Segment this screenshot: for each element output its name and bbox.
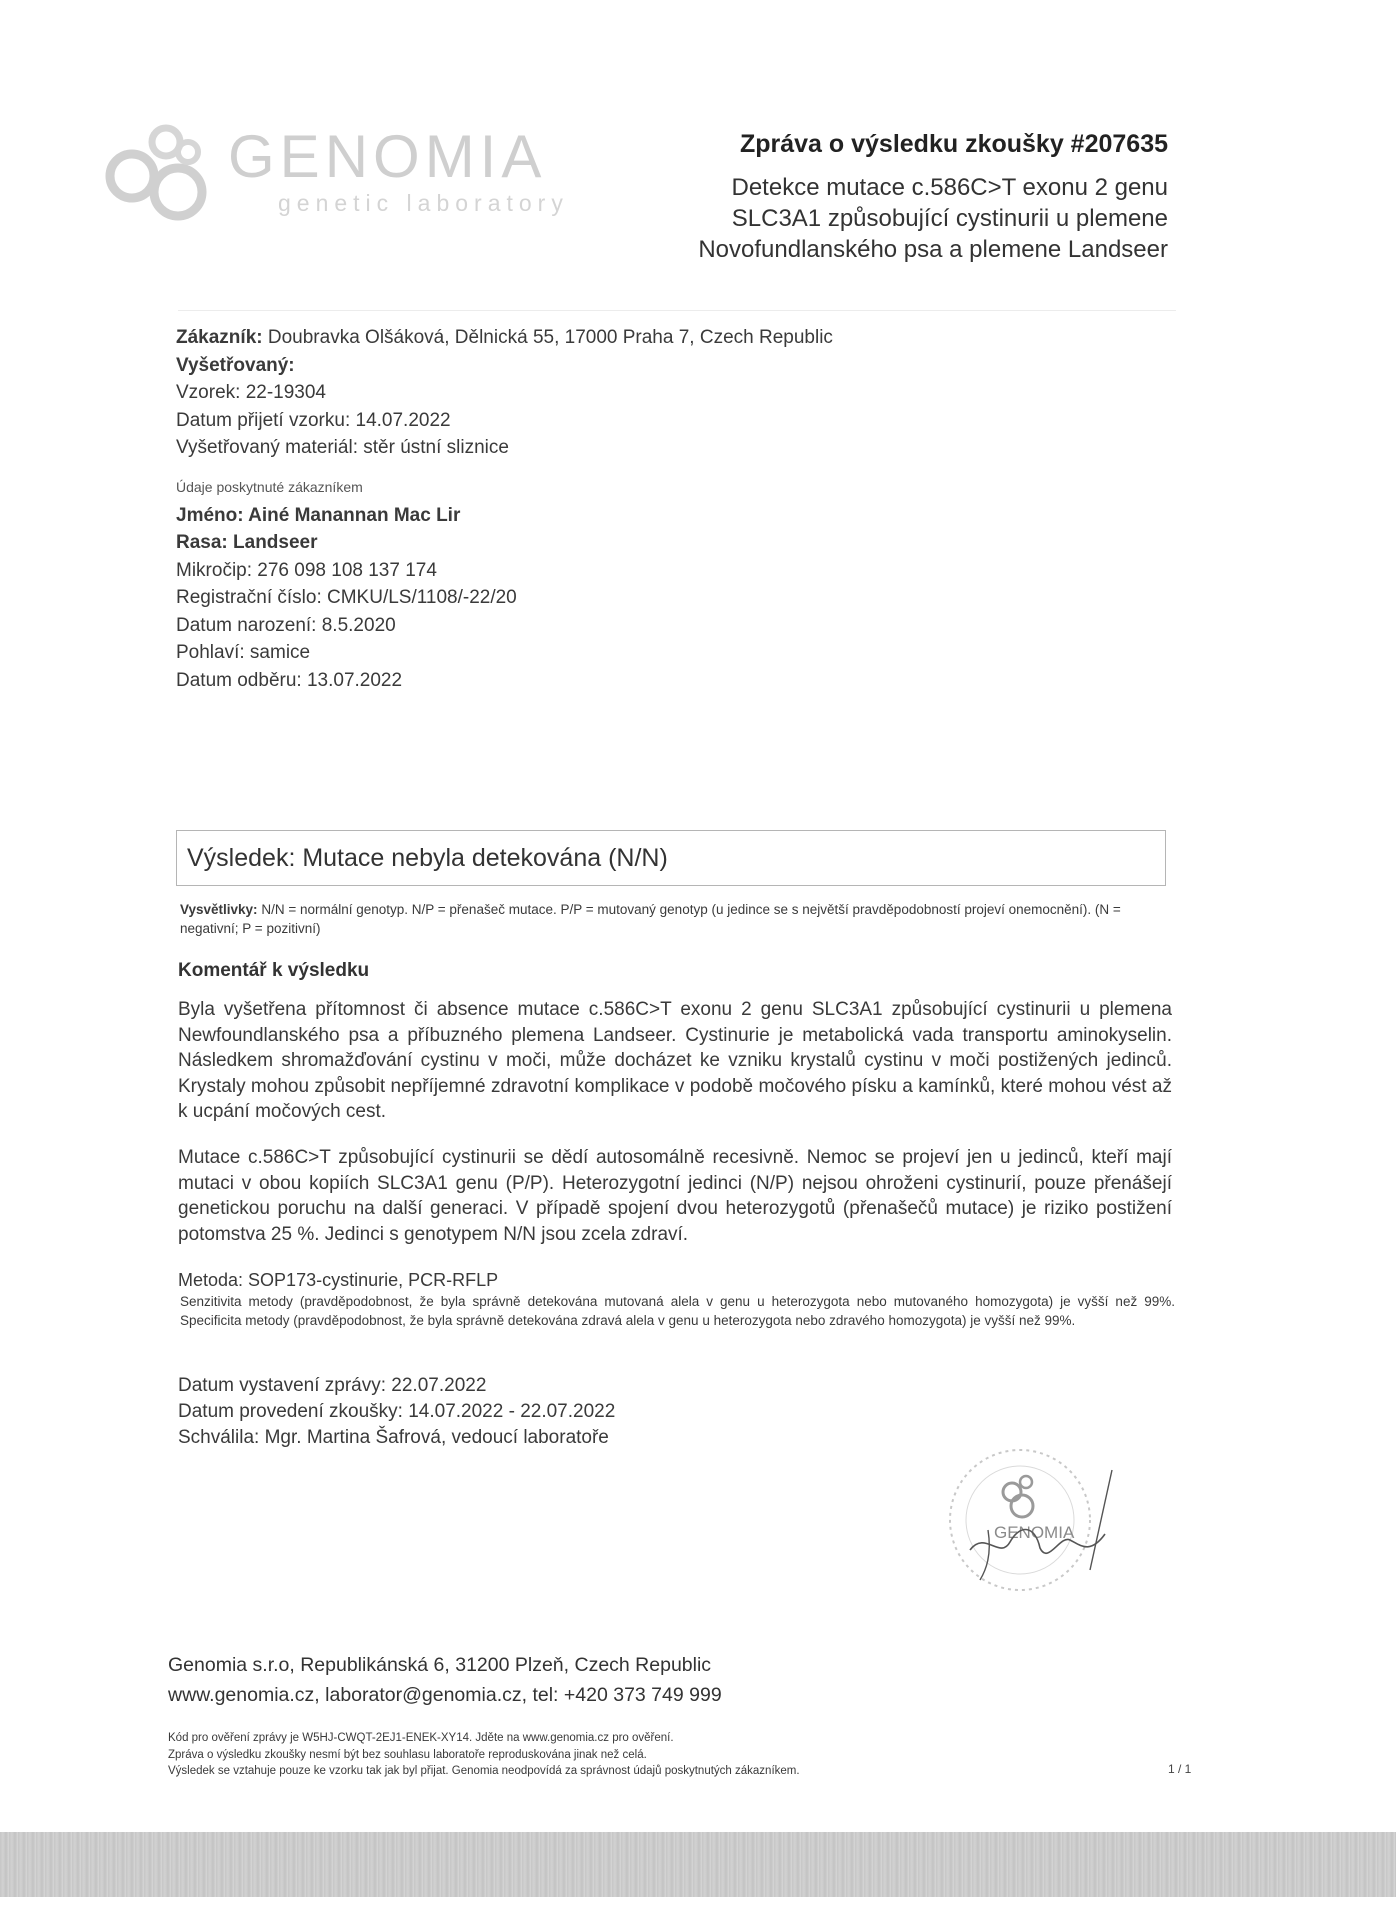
subtitle-line: Detekce mutace c.586C>T exonu 2 genu [731,174,1168,201]
sample-material: Vyšetřovaný materiál: stěr ústní sliznice [176,437,509,458]
test-dates: Datum provedení zkoušky: 14.07.2022 - 22.07.2022 [178,1401,616,1422]
customer-label: Zákazník: [176,327,263,348]
subtitle-line: Novofundlanského psa a plemene Landseer [698,236,1168,263]
genomia-logo-icon [100,118,225,228]
sex: Pohlaví: samice [176,642,311,663]
scan-artifact-band [0,1832,1396,1897]
issue-date: Datum vystavení zprávy: 22.07.2022 [178,1375,487,1396]
examined-label: Vyšetřovaný: [176,354,295,376]
company-address: Genomia s.r.o, Republikánská 6, 31200 Plzeň, Czech Republic [168,1654,712,1676]
customer-section [176,324,833,462]
birth-date: Datum narození: 8.5.2020 [176,614,396,636]
verification-code: Kód pro ověření zprávy je W5HJ-CWQT-2EJ1-ENEK-XY14. Jděte na www.genomia.cz pro ověření. [168,1732,674,1744]
genomia-logo [100,118,570,228]
report-title: Zpráva o výsledku zkoušky #207635 [739,130,1168,158]
logo-brand: GENOMIA [228,123,547,190]
comment-heading: Komentář k výsledku [178,960,370,981]
page-number: 1 / 1 [1168,1762,1192,1776]
comment-paragraph-1: Byla vyšetřena přítomnost či absence mutace c.586C>T exonu 2 genu SLC3A1 způsobující cystinurii u plemena Newfoundlanského psa a příbuzného plemena Landseer. Cystinurie je metabolická vada transportu aminokyselin. Následkem shromažďování cystinu v moči, může docházet ke vzniku krystalů cystinu v moči postižených jedinců. Krystaly mohou způsobit nepříjemné zdravotní komplikace v podobě močového písku a kamínků, které mohou vést až k ucpání močových cest. [178,999,1172,1122]
result-box [176,830,1166,886]
method-description: Senzitivita metody (pravděpodobnost, že byla správně detekována mutovaná alela v genu u heterozygota nebo mutovaného homozygota) je vyšší než 99%. Specificita metody (pravděpodobnost, že byla správně detekována zdravá alela v genu u heterozygota nebo zdravého homozygota) je vyšší než 99%. [180,1294,1175,1328]
company-contact: www.genomia.cz, laborator@genomia.cz, tel: +420 373 749 999 [168,1684,722,1706]
subtitle-line: SLC3A1 způsobující cystinurii u plemene [731,205,1168,232]
explanation-text: N/N = normální genotyp. N/P = přenašeč mutace. P/P = mutovaný genotyp (u jedince se s největší pravděpodobností projeví onemocnění). (N = negativní; P = pozitivní) [180,902,1121,936]
result-text: Výsledek: Mutace nebyla detekována (N/N) [187,844,668,872]
stamp-text: GENOMIA [994,1523,1075,1542]
explanation-notes [180,900,1170,938]
lab-stamp-signature [940,1430,1125,1600]
comment-paragraph-2: Mutace c.586C>T způsobující cystinurii se dědí autosomálně recesivně. Nemoc se projeví jen u jedinců, kteří mají mutaci v obou kopiích SLC3A1 genu (P/P). Heterozygotní jedinci (N/P) nejsou ohroženi cystinurií, pouze přenášejí genetickou poruchu na další generaci. V případě spojení dvou heterozygotů (přenašečů mutace) je riziko postižení potomstva 25 %. Jedinci s genotypem N/N jsou zcela zdraví. [178,1147,1172,1245]
footer-notes [168,1730,800,1780]
dog-name: Jméno: Ainé Manannan Mac Lir [176,504,461,526]
provided-caption: Údaje poskytnuté zákazníkem [176,479,363,495]
collection-date: Datum odběru: 13.07.2022 [176,669,403,691]
provided-section [176,474,517,694]
microchip: Mikročip: 276 098 108 137 174 [176,559,437,581]
explanation-label: Vysvětlivky: [180,902,258,917]
approved-by: Schválila: Mgr. Martina Šafrová, vedoucí laboratoře [178,1427,609,1448]
registration-number: Registrační číslo: CMKU/LS/1108/-22/20 [176,587,517,608]
sample-number: Vzorek: 22-19304 [176,382,326,403]
dog-breed: Rasa: Landseer [176,532,318,553]
reproduction-note: Zpráva o výsledku zkoušky nesmí být bez souhlasu laboratoře reproduskována jinak než celá. [168,1748,647,1761]
customer-line [176,324,833,352]
report-dates [178,1373,615,1451]
disclaimer: Výsledek se vztahuje pouze ke vzorku tak jak byl přijat. Genomia neodpovídá za správnost údajů poskytnutých zákazníkem. [168,1765,800,1777]
footer-address [168,1650,722,1710]
method-line: Metoda: SOP173-cystinurie, PCR-RFLP [178,1270,499,1290]
header-divider [178,310,1176,311]
customer-value: Doubravka Olšáková, Dělnická 55, 17000 Praha 7, Czech Republic [267,327,833,348]
logo-tagline: genetic laboratory [278,190,569,216]
report-subtitle [608,172,1168,265]
received-date: Datum přijetí vzorku: 14.07.2022 [176,409,451,431]
